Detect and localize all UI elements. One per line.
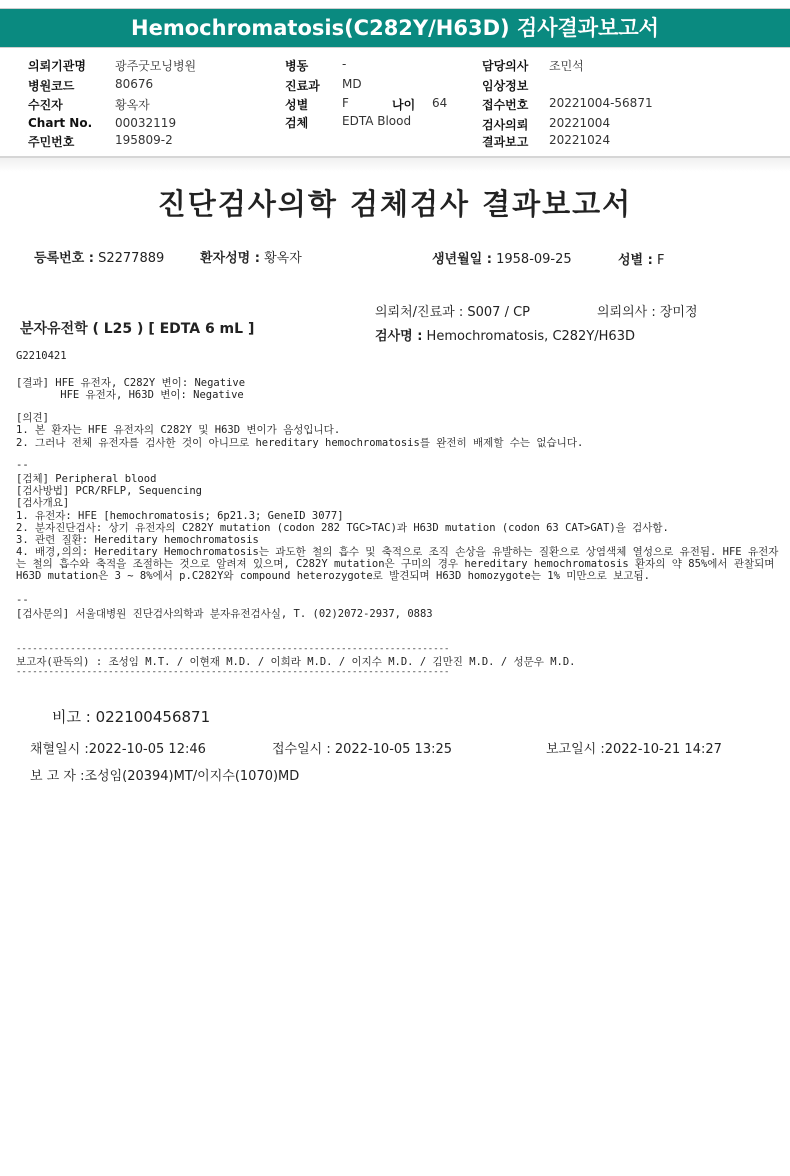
reporters: 보고자(판독의) : 조성임 M.T. / 이현재 M.D. / 이희라 M.D. / 이지수 M.D. / 김만진 M.D. / 성문우 M.D. [16,656,576,668]
reported-datetime: 보고일시 :2022-10-21 14:27 [546,742,722,757]
patient-sex: 성별 : F [618,253,665,268]
referring-doctor: 의뢰의사 : 장미정 [597,305,698,320]
header-value-chart-no: 00032119 [115,116,177,130]
header-label-sex: 성별 [285,98,309,112]
specimen-code: G2210421 [16,350,67,362]
header-value-patient: 황옥자 [115,98,150,112]
separator: -- [16,594,29,606]
report-banner-title: Hemochromatosis(C282Y/H63D) 검사결과보고서 [0,8,790,48]
referring-department: 의뢰처/진료과 : S007 / CP [375,305,530,320]
scanned-report [0,170,790,1176]
header-label-patient: 수진자 [28,98,63,112]
header-label-chart-no: Chart No. [28,116,93,130]
header-value-hospital-code: 80676 [115,77,154,91]
date-of-birth: 생년월일 : 1958-09-25 [432,252,572,267]
remarks: 비고 : 022100456871 [52,708,211,726]
received-datetime: 접수일시 : 2022-10-05 13:25 [272,742,453,757]
test-method: [검사방법] PCR/RFLP, Sequencing [16,485,202,497]
section-heading: 분자유전학 ( L25 ) [ EDTA 6 mL ] [20,321,255,337]
header-value-ward: - [342,57,347,71]
report-header-info [0,50,790,160]
test-name: 검사명 : Hemochromatosis, C282Y/H63D [375,329,635,344]
header-label-ward: 병동 [285,59,309,73]
overview-line: 1. 유전자: HFE [hemochromatosis; 6p21.3; GeneID 3077] [16,510,344,522]
opinion-line: 2. 그러나 전체 유전자를 검사한 것이 아니므로 hereditary hemochromatosis를 완전히 배제할 수는 없습니다. [16,437,584,449]
report-title: 진단검사의학 검체검사 결과보고서 [157,187,633,221]
patient-name: 환자성명 : 황옥자 [200,251,302,266]
header-label-hospital-code: 병원코드 [28,79,75,93]
header-label-clinical-info: 임상정보 [482,79,529,93]
header-label-department: 진료과 [285,79,320,93]
reporter-signature: 보 고 자 :조성임(20394)MT/이지수(1070)MD [30,769,300,784]
result-line-h63d: HFE 유전자, H63D 변이: Negative [16,389,244,401]
inquiry-contact: [검사문의] 서울대병원 진단검사의학과 분자유전검사실, T. (02)2072-2937, 0883 [16,608,433,620]
header-value-department: MD [342,77,362,91]
header-label-hospital: 의뢰기관명 [28,59,86,73]
header-value-hospital: 광주굿모닝병원 [115,59,197,73]
dashed-rule: -------------------------------------------------------------------------------- [16,644,450,654]
overview-line: 3. 관련 질환: Hereditary hemochromatosis [16,534,259,546]
header-label-doctor: 담당의사 [482,59,529,73]
header-label-resident-no: 주민번호 [28,135,75,149]
header-label-request-date: 검사의뢰 [482,118,529,132]
overview-line: 2. 분자진단검사: 상기 유전자의 C282Y mutation (codon 282 TGC>TAC)과 H63D mutation (codon 63 CAT>GAT)을 검사함. [16,522,669,534]
header-value-accession-no: 20221004-56871 [549,96,653,110]
header-label-specimen: 검체 [285,116,309,130]
header-value-report-date: 20221024 [549,133,611,147]
header-label-accession-no: 접수번호 [482,98,529,112]
header-label-age: 나이 [392,98,416,112]
header-value-resident-no: 195809-2 [115,133,173,147]
overview-heading: [검사개요] [16,497,70,509]
header-label-report-date: 결과보고 [482,135,529,149]
header-value-request-date: 20221004 [549,116,611,130]
specimen-type: [검체] Peripheral blood [16,473,157,485]
header-value-sex: F [342,96,349,110]
separator: -- [16,459,29,471]
opinion-line: 1. 본 환자는 HFE 유전자의 C282Y 및 H63D 변이가 음성입니다. [16,424,341,436]
overview-background: 4. 배경,의의: Hereditary Hemochromatosis는 과도한 철의 흡수 및 축적으로 조직 손상을 유발하는 질환으로 상염색체 열성으로 유전됨. HFE 유전자는 철의 흡수와 축적을 조절하는 것으로 알려져 있으며, C282Y mutation은 구미의 경우 hereditary hemochromatosis 환자의 약 85%에서 관찰되며 H63D mutation은 3 ~ 8%에서 p.C282Y와 compound heterozygote로 발견되며 H63D homozygote는 1% 미만으로 보고됨. [16,546,781,582]
header-value-specimen: EDTA Blood [342,114,412,128]
header-value-age: 64 [432,96,448,110]
dashed-rule: -------------------------------------------------------------------------------- [16,667,450,677]
result-line-c282y: [결과] HFE 유전자, C282Y 변이: Negative [16,377,246,389]
header-value-doctor: 조민석 [549,59,584,73]
registration-number: 등록번호 : S2277889 [34,251,165,266]
collection-datetime: 채혈일시 :2022-10-05 12:46 [30,742,206,757]
opinion-heading: [의견] [16,412,49,424]
